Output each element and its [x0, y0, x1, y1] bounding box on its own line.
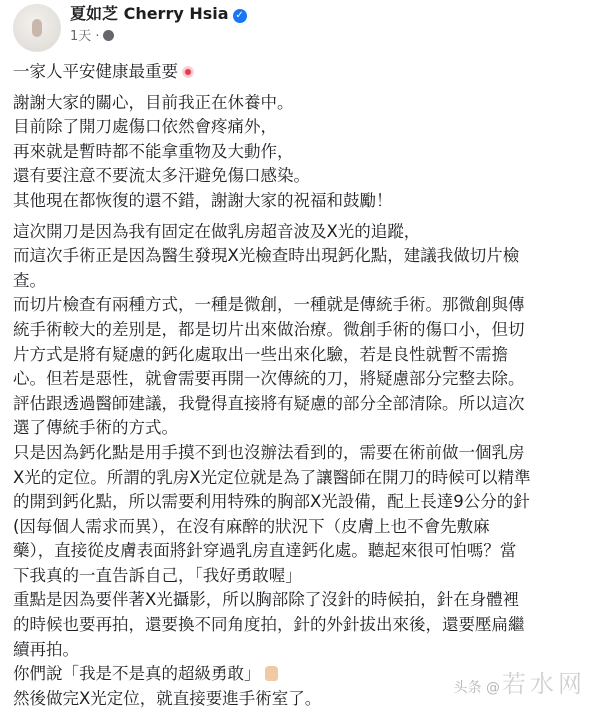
post-text-line	[13, 140, 593, 165]
thumbs-up-emoji-icon	[265, 666, 278, 681]
line-text: 謝謝大家的關心，目前我正在休養中。	[13, 92, 294, 112]
post-text-line	[13, 539, 593, 564]
post-text-line	[13, 416, 593, 441]
post-text-line	[13, 392, 593, 417]
post-text-line	[13, 189, 593, 214]
author-name[interactable]	[70, 3, 247, 25]
post-text-line	[13, 515, 593, 540]
line-text: 其他現在都恢復的還不錯，謝謝大家的祝福和鼓勵！	[13, 190, 393, 210]
line-text: 而切片檢查有兩種方式，一種是微創，一種就是傳統手術。那微創與傳	[13, 295, 525, 315]
globe-icon	[103, 30, 114, 41]
line-text: 選了傳統手術的方式。	[13, 418, 178, 438]
line-text: 片方式是將有疑慮的鈣化處取出一些出來化驗，若是良性就暫不需擔	[13, 344, 508, 364]
post-text-line	[13, 220, 593, 245]
line-text: 只是因為鈣化點是用手摸不到也沒辦法看到的，需要在術前做一個乳房	[13, 442, 525, 462]
line-text: 的開到鈣化點，所以需要利用特殊的胸部X光設備，配上長達9公分的針	[13, 492, 530, 512]
title-text: 一家人平安健康最重要	[13, 62, 178, 81]
line-text: 下我真的一直告訴自己，「我好勇敢喔」	[13, 565, 302, 585]
post-meta	[70, 28, 114, 46]
line-text: 重點是因為要伴著X光攝影，所以胸部除了沒針的時候拍，針在身體裡	[13, 590, 520, 610]
post-text-line	[13, 244, 593, 269]
line-text: 續再拍。	[13, 639, 79, 659]
post-text-line	[13, 490, 593, 515]
line-text: 藥），直接從皮膚表面將針穿過乳房直達鈣化處。聽起來很可怕嗎？當	[13, 541, 517, 561]
post-title-line	[13, 60, 593, 85]
line-text: 還有要注意不要流太多汗避免傷口感染。	[13, 166, 310, 186]
line-text: 統手術較大的差別是，都是切片出來做治療。微創手術的傷口小，但切	[13, 319, 525, 339]
line-text: 再來就是暫時都不能拿重物及大動作，	[13, 141, 294, 161]
line-text: 查。	[13, 270, 46, 290]
post-text-line	[13, 269, 593, 294]
watermark-site: 若水网	[502, 670, 586, 698]
line-text: 評估跟透過醫師建議，我覺得直接將有疑慮的部分全部清除。所以這次	[13, 393, 525, 413]
post-text-line	[13, 588, 593, 613]
post-text-line	[13, 638, 593, 663]
post-text-line	[13, 441, 593, 466]
post-text-line	[13, 115, 593, 140]
flower-emoji-icon	[182, 66, 194, 78]
post-text-line	[13, 613, 593, 638]
paragraph-2	[13, 220, 593, 711]
line-text: 然後做完X光定位，就直接要進手術室了。	[13, 688, 322, 708]
line-text: X光的定位。所謂的乳房X光定位就是為了讓醫師在開刀的時候可以精準	[13, 467, 531, 487]
line-text: 而這次手術正是因為醫生發現X光檢查時出現鈣化點，建議我做切片檢	[13, 246, 520, 266]
post-body	[13, 60, 593, 711]
post-text-line	[13, 466, 593, 491]
line-text: 心。但若是惡性，就會需要再開一次傳統的刀，將疑慮部分完整去除。	[13, 369, 525, 389]
author-name-link[interactable]: 夏如芝 Cherry Hsia	[70, 4, 229, 23]
post-text-line	[13, 343, 593, 368]
line-text: 的時候也要再拍，還要換不同角度拍，針的外針拔出來後，還要壓扁繼	[13, 615, 525, 635]
line-text: 目前除了開刀處傷口依然會疼痛外，	[13, 117, 277, 137]
line-text: (因每個人需求而異），在沒有麻醉的狀況下（皮膚上也不會先敷麻	[13, 516, 490, 536]
post-text-line	[13, 164, 593, 189]
watermark	[454, 664, 586, 699]
line-text: 你們說「我是不是真的超級勇敢」	[13, 664, 261, 684]
paragraph-1	[13, 91, 593, 214]
post-text-line	[13, 91, 593, 116]
watermark-prefix: 头条 @	[453, 680, 500, 696]
post-text-line	[13, 564, 593, 589]
post-text-line	[13, 367, 593, 392]
post-time[interactable]: 1天 ·	[70, 29, 100, 44]
line-text: 這次開刀是因為我有固定在做乳房超音波及X光的追蹤，	[13, 221, 421, 241]
author-avatar[interactable]	[13, 4, 61, 52]
verified-badge-icon: ✓	[233, 9, 247, 23]
post-text-line	[13, 293, 593, 318]
post-text-line	[13, 318, 593, 343]
